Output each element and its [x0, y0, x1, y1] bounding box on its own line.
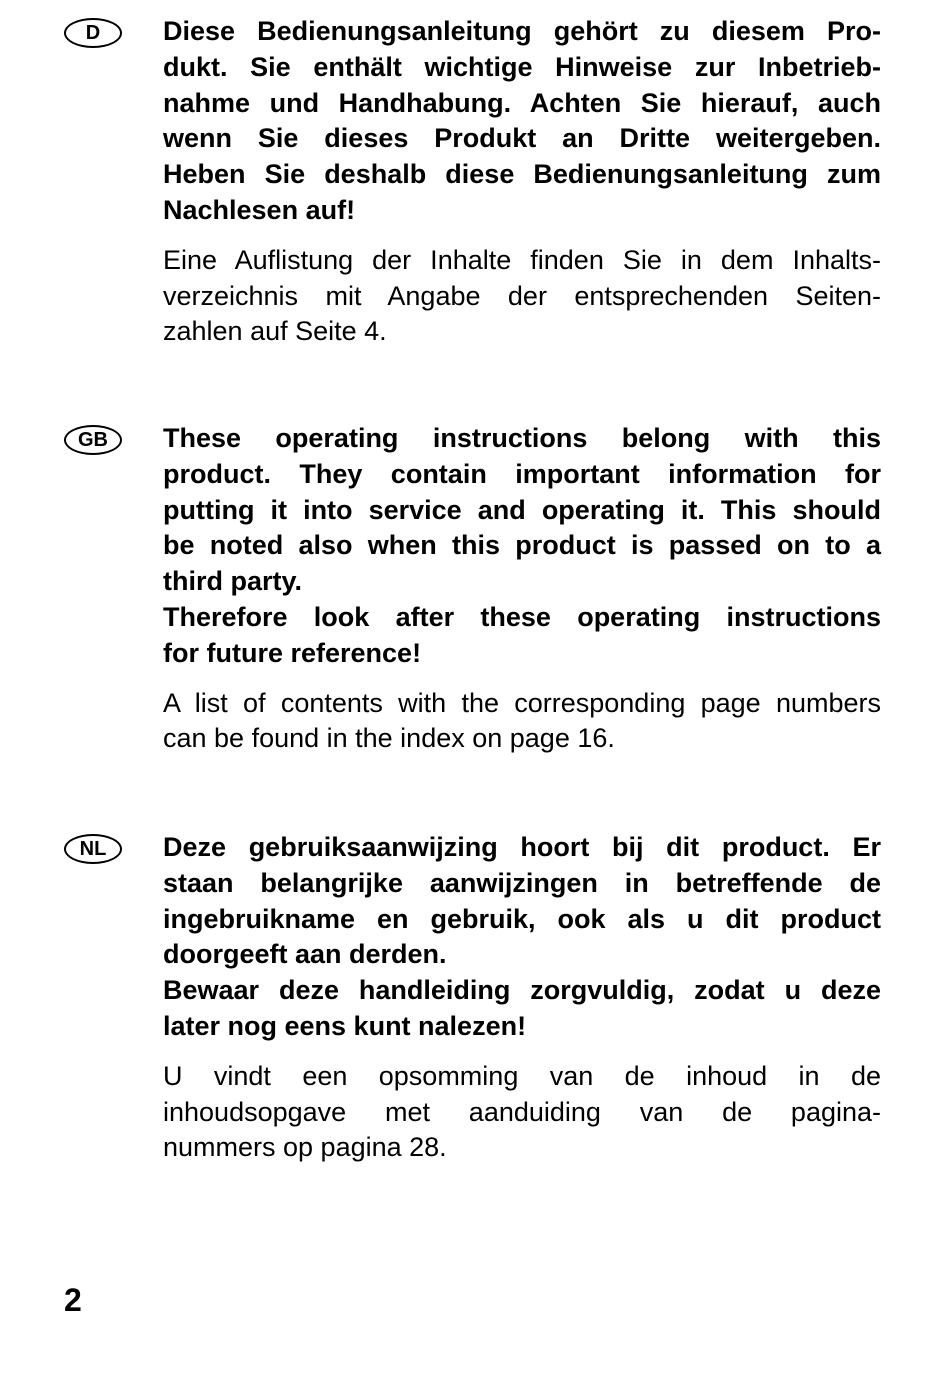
- text-line: for future reference!: [163, 637, 422, 668]
- language-code: NL: [79, 838, 107, 860]
- language-badge-nl: [64, 834, 122, 864]
- language-code: D: [85, 22, 101, 44]
- text-line: dukt. Sie enthält wichtige Hinweise zur Inbetrieb-: [163, 51, 881, 82]
- bold-paragraph: [163, 830, 881, 1045]
- page-number: 2: [64, 1282, 82, 1318]
- section-text: [163, 830, 881, 1166]
- text-line: staan belangrijke aanwijzingen in betreffende de: [163, 867, 881, 898]
- section-text: [163, 14, 881, 350]
- language-badge-gb: [64, 425, 122, 455]
- bold-paragraph: [163, 14, 881, 229]
- text-line: inhoudsopgave met aanduiding van de pagina-: [163, 1096, 881, 1127]
- text-line: U vindt een opsomming van de inhoud in de: [163, 1060, 881, 1091]
- text-line: Heben Sie deshalb diese Bedienungsanleitung zum: [163, 159, 881, 190]
- text-line: verzeichnis mit Angabe der entsprechenden Seiten-: [163, 280, 881, 311]
- normal-paragraph: [163, 686, 881, 758]
- text-line: These operating instructions belong with this: [163, 423, 881, 453]
- section-text: [163, 421, 881, 757]
- text-line: can be found in the index on page 16.: [163, 723, 615, 754]
- text-line: Diese Bedienungsanleitung gehört zu diesem Pro-: [163, 16, 881, 46]
- text-line: third party.: [163, 566, 303, 597]
- text-line: ingebruikname en gebruik, ook als u dit product: [163, 903, 881, 934]
- text-line: product. They contain important information for: [163, 458, 881, 489]
- text-line: nahme und Handhabung. Achten Sie hierauf, auch: [163, 87, 881, 118]
- text-line: Eine Auflistung der Inhalte finden Sie in dem Inhalts-: [163, 244, 881, 275]
- normal-paragraph: [163, 243, 881, 350]
- language-badge-d: [64, 18, 122, 48]
- text-line: zahlen auf Seite 4.: [163, 316, 387, 347]
- text-line: Therefore look after these operating instructions: [163, 601, 881, 632]
- text-line: later nog eens kunt nalezen!: [163, 1010, 527, 1041]
- text-line: Bewaar deze handleiding zorgvuldig, zodat u deze: [163, 975, 881, 1006]
- text-line: be noted also when this product is passed on to a: [163, 530, 881, 561]
- text-line: putting it into service and operating it. This should: [163, 494, 881, 525]
- bold-paragraph: [163, 421, 881, 672]
- text-line: wenn Sie dieses Produkt an Dritte weitergeben.: [163, 123, 881, 154]
- text-line: doorgeeft aan derden.: [163, 939, 447, 970]
- text-line: nummers op pagina 28.: [163, 1132, 447, 1163]
- language-code: GB: [78, 429, 108, 451]
- normal-paragraph: [163, 1059, 881, 1166]
- text-line: Deze gebruiksaanwijzing hoort bij dit product. Er: [163, 832, 881, 862]
- text-line: Nachlesen auf!: [163, 194, 356, 225]
- text-line: A list of contents with the corresponding page numbers: [163, 687, 881, 718]
